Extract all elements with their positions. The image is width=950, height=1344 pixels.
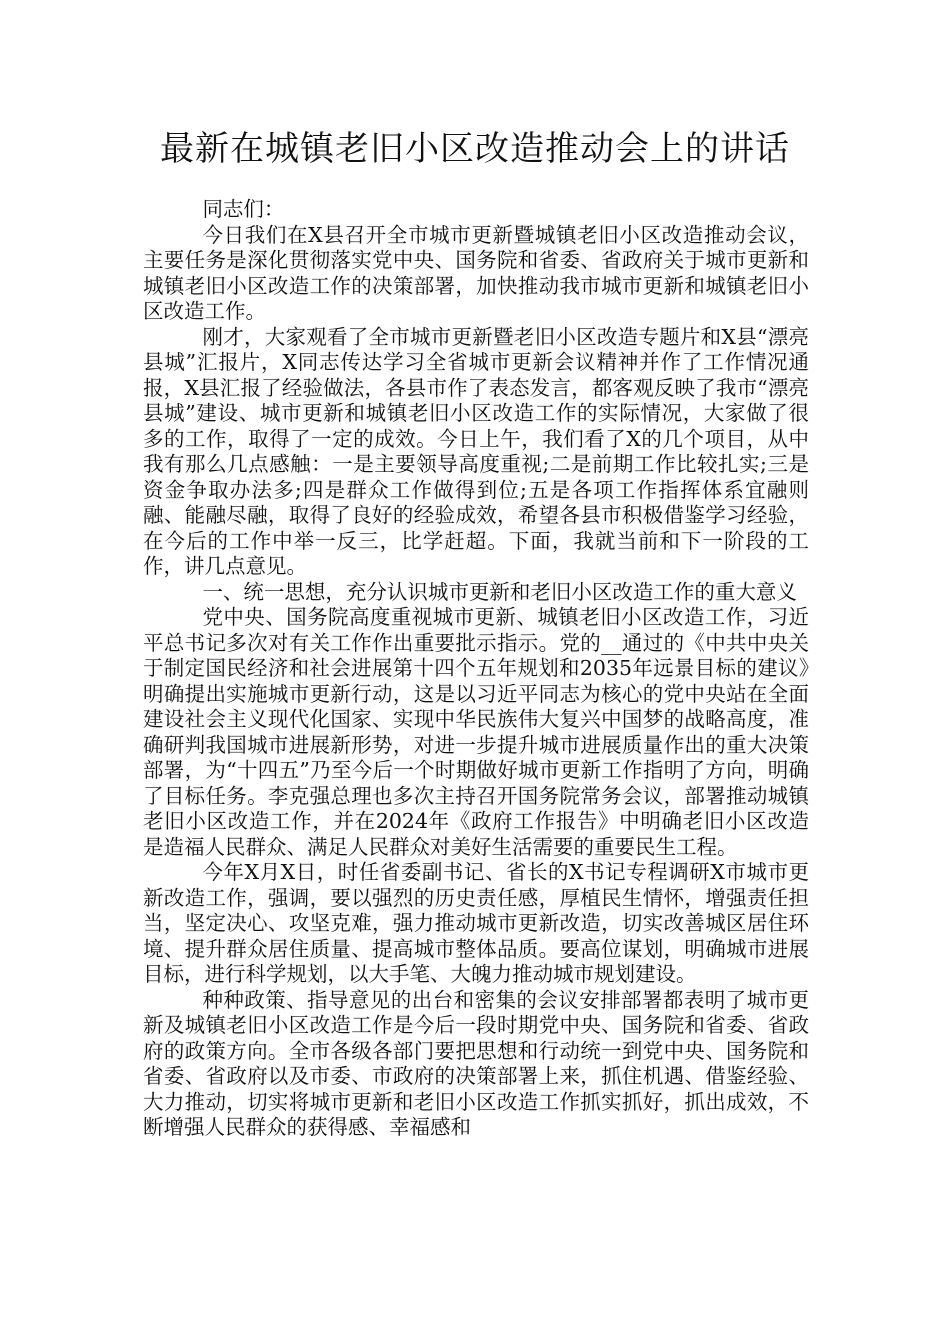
paragraph-salutation: 同志们： [202, 197, 285, 221]
paragraph-policy-direction: 种种政策、指导意见的出台和密集的会议安排部署都表明了城市更新及城镇老旧小区改造工作是今后一段时期党中央、国务院和省委、省政府的政策方向。全市各级各部门要把思想和行动统一到党中央、国务院和省委、省政府以及市委、市政府的决策部署上来，抓住机遇、借鉴经验、大力推动，切实将城市更新和老旧小区改造工作抓实抓好，抓出成效，不断增强人民群众的获得感、幸福感和 [143, 987, 809, 1139]
document-body [143, 197, 809, 1141]
section-heading-1: 一、统一思想，充分认识城市更新和老旧小区改造工作的重大意义 [202, 579, 797, 604]
paragraph-provincial-visit: 今年X月X日，时任省委副书记、省长的X书记专程调研X市城市更新改造工作，强调，要以强烈的历史责任感，厚植民生情怀，增强责任担当，坚定决心、攻坚克难，强力推动城市更新改造，切实改善城区居住环境、提升群众居住质量、提高城市整体品质。要高位谋划，明确城市进展目标，进行科学规划，以大手笔、大魄力推动城市规划建设。 [143, 860, 809, 986]
paragraph-central-policy: 党中央、国务院高度重视城市更新、城镇老旧小区改造工作，习近平总书记多次对有关工作作出重要批示指示。党的__通过的《中共中央关于制定国民经济和社会进展第十四个五年规划和2035年远景目标的建议》明确提出实施城市更新行动，这是以习近平同志为核心的党中央站在全面建设社会主义现代化国家、实现中华民族伟大复兴中国梦的战略高度，准确研判我国城市进展新形势，对进一步提升城市进展质量作出的重大决策部署，为“十四五”乃至今后一个时期做好城市更新工作指明了方向，明确了目标任务。李克强总理也多次主持召开国务院常务会议，部署推动城镇老旧小区改造工作，并在2024年《政府工作报告》中明确老旧小区改造是造福人民群众、满足人民群众对美好生活需要的重要民生工程。 [143, 605, 809, 859]
document-title: 最新在城镇老旧小区改造推动会上的讲话 [160, 129, 790, 169]
paragraph-opening: 今日我们在X县召开全市城市更新暨城镇老旧小区改造推动会议，主要任务是深化贯彻落实党中央、国务院和省委、省政府关于城市更新和城镇老旧小区改造工作的决策部署，加快推动我市城市更新和城镇老旧小区改造工作。 [143, 222, 809, 323]
paragraph-review: 刚才，大家观看了全市城市更新暨老旧小区改造专题片和X县“漂亮县城”汇报片，X同志传达学习全省城市更新会议精神并作了工作情况通报，X县汇报了经验做法，各县市作了表态发言，都客观反映了我市“漂亮县城”建设、城市更新和城镇老旧小区改造工作的实际情况，大家做了很多的工作，取得了一定的成效。今日上午，我们看了X的几个项目，从中我有那么几点感触：一是主要领导高度重视;二是前期工作比较扎实;三是资金争取办法多;四是群众工作做得到位;五是各项工作指挥体系宜融则融、能融尽融，取得了良好的经验成效，希望各县市积极借鉴学习经验，在今后的工作中举一反三，比学赶超。下面，我就当前和下一阶段的工作，讲几点意见。 [143, 324, 809, 578]
